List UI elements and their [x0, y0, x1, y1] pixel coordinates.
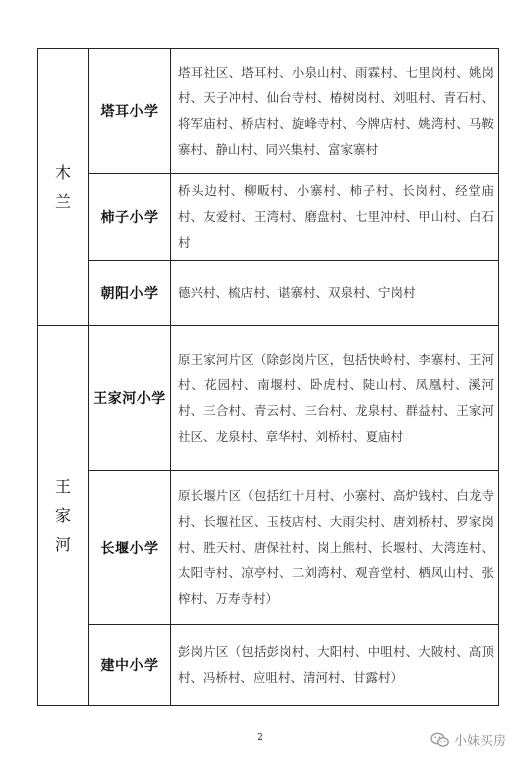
table-row: [38, 625, 499, 706]
town-name: 王家河: [55, 477, 72, 554]
village-list: 桥头边村、柳畈村、小寨村、柿子村、长岗村、经堂庙村、友爱村、王湾村、磨盘村、七里冲村、甲山村、白石村: [171, 174, 499, 261]
wechat-icon: [430, 732, 450, 748]
school-name: 长堰小学: [89, 471, 171, 625]
table-row: [38, 326, 499, 471]
village-list: 原长堰片区（包括红十月村、小寨村、高炉钱村、白龙寺村、长堰社区、玉枝店村、大雨尖村、唐刘桥村、罗家岗村、胜天村、唐保社村、岗上熊村、长堰村、大湾连村、太阳寺村、凉亭村、二刘湾村、观音堂村、栖凤山村、张榨村、万寿寺村）: [171, 471, 499, 625]
table-row: [38, 261, 499, 326]
table-row: [38, 49, 499, 174]
watermark-text: 小妹买房: [453, 734, 506, 749]
village-list: 德兴村、梳店村、谌寨村、双泉村、宁岗村: [171, 261, 499, 326]
village-list: 彭岗片区（包括彭岗村、大阳村、中咀村、大陂村、高顶村、冯桥村、应咀村、清河村、甘露村）: [171, 625, 499, 706]
town-cell-mulan: [38, 49, 89, 326]
village-list: 原王家河片区（除彭岗片区，包括快岭村、李寨村、王河村、花园村、南堰村、卧虎村、陡山村、凤凰村、溪河村、三合村、青云村、三台村、龙泉村、群益村、王家河社区、龙泉村、章华村、刘桥村、夏庙村: [171, 326, 499, 471]
watermark: [430, 730, 506, 749]
school-zone-table: [37, 48, 499, 706]
town-cell-wangjiahe: [38, 326, 89, 706]
school-name: 王家河小学: [89, 326, 171, 471]
table-row: [38, 174, 499, 261]
village-list: 塔耳社区、塔耳村、小泉山村、雨霖村、七里岗村、姚岗村、天子冲村、仙台寺村、椿树岗村、刘咀村、青石村、将军庙村、桥店村、旋峰寺村、今牌店村、姚湾村、马鞍寨村、静山村、同兴集村、富家寨村: [171, 49, 499, 174]
school-name: 柿子小学: [89, 174, 171, 261]
school-name: 建中小学: [89, 625, 171, 706]
town-name: 木兰: [55, 163, 72, 211]
school-name: 塔耳小学: [89, 49, 171, 174]
table-row: [38, 471, 499, 625]
page-number: 2: [257, 733, 263, 743]
school-name: 朝阳小学: [89, 261, 171, 326]
